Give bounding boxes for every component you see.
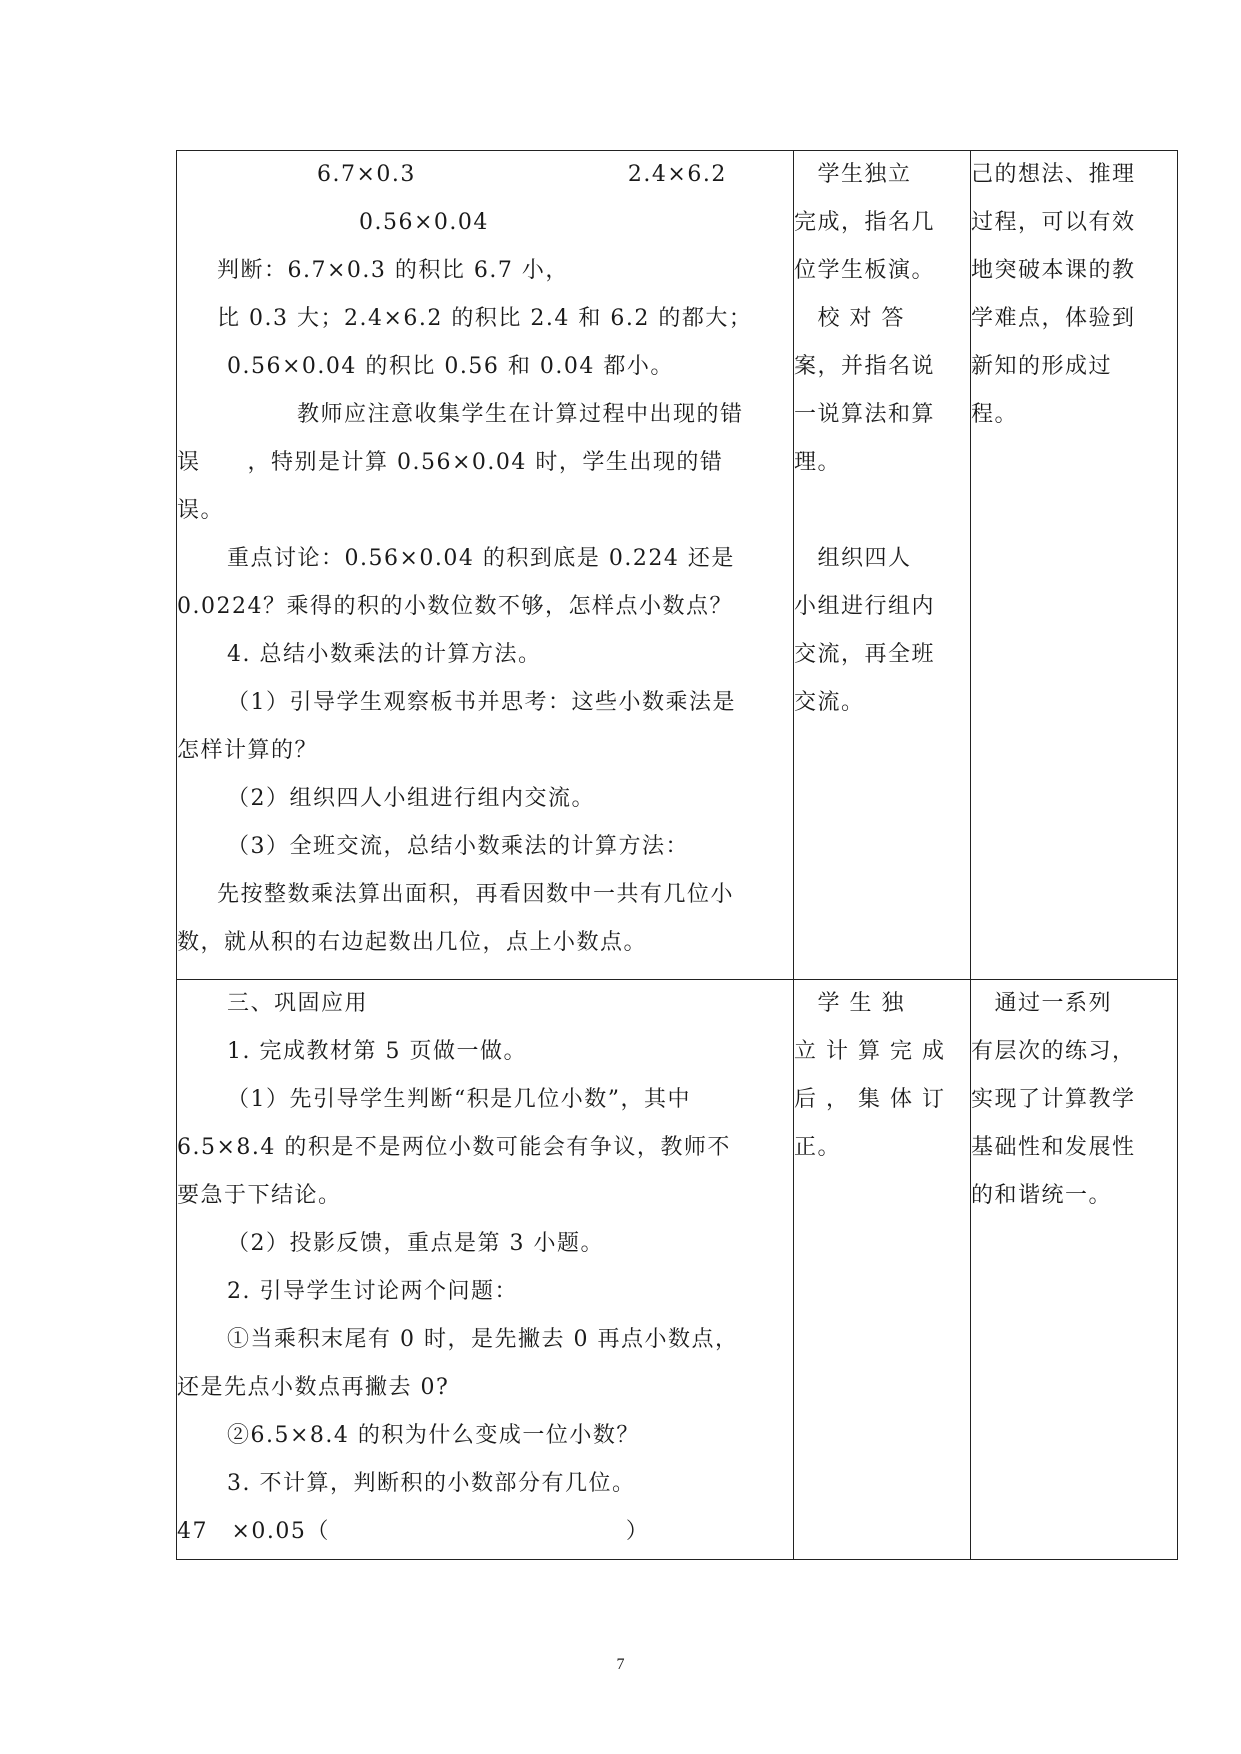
intent-line: 基础性和发展性 [971,1134,1136,1160]
intent-line: 地突破本课的教 [971,258,1136,283]
activity-line: 学生独立 [794,162,912,187]
activity-line: 一说算法和算 [794,402,936,427]
exercise-line [177,151,793,199]
teaching-process-cell [177,979,794,1559]
intent-line: 学难点，体验到 [971,306,1136,331]
focus-discussion: 重点讨论：0.56×0.04 的积到底是 0.224 还是 [227,546,735,571]
activity-line: 完成，指名几 [794,210,936,235]
exercise-line [177,1508,793,1556]
activity-line: 学 生 独 [794,990,905,1016]
exercise-a: 6.7×0.3 [317,162,416,187]
table-row [177,979,1178,1559]
task-line: （1）先引导学生判断“积是几位小数”，其中 [227,1086,691,1112]
task-line: 1. 完成教材第 5 页做一做。 [227,1038,527,1064]
question-line: 还是先点小数点再撇去 0? [177,1374,450,1400]
activity-line: 校 对 答 [794,306,905,331]
activity-line: 立 计 算 完 成 [794,1038,946,1064]
table-row [177,151,1178,980]
activity-line: 小组进行组内 [794,594,936,619]
method-text: 先按整数乘法算出面积，再看因数中一共有几位小 [217,882,735,907]
exercise-left: 47 ×0.05（ [177,1518,330,1544]
activity-line: 后 ， 集 体 订 [794,1086,946,1112]
activity-line: 位学生板演。 [794,258,936,283]
activity-line: 理。 [794,450,842,475]
teaching-process-cell [177,151,794,980]
intent-line: 有层次的练习， [971,1038,1136,1064]
summary-step: （1）引导学生观察板书并思考：这些小数乘法是 [227,690,736,715]
summary-step: 怎样计算的？ [177,738,319,763]
method-text: 数，就从积的右边起数出几位，点上小数点。 [177,930,648,955]
activity-line: 交流。 [794,690,865,715]
task-line: 6.5×8.4 的积是不是两位小数可能会有争议，教师不 [177,1134,731,1160]
intent-line: 实现了计算教学 [971,1086,1136,1112]
judge-line: 判断：6.7×0.3 的积比 6.7 小， [217,258,569,283]
task-line: 要急于下结论。 [177,1182,342,1208]
focus-discussion: 0.0224？乘得的积的小数位数不够，怎样点小数点？ [177,594,733,619]
summary-title: 4. 总结小数乘法的计算方法。 [227,642,542,667]
intent-line: 的和谐统一。 [971,1182,1113,1208]
task-line: 2. 引导学生讨论两个问题： [227,1278,518,1304]
page-number: 7 [616,1656,625,1673]
exercise-c: 0.56×0.04 [359,210,489,235]
intent-line: 过程，可以有效 [971,210,1136,235]
exercise-b: 2.4×6.2 [627,162,727,187]
teacher-note: 误 ，特别是计算 0.56×0.04 时，学生出现的错 [177,450,724,475]
question-line: ①当乘积末尾有 0 时，是先撇去 0 再点小数点， [227,1326,739,1352]
activity-line: 组织四人 [794,546,912,571]
design-intent-cell [971,979,1178,1559]
intent-line: 程。 [971,402,1019,427]
intent-line: 新知的形成过 [971,354,1113,379]
question-line: ②6.5×8.4 的积为什么变成一位小数？ [227,1422,640,1448]
task-line: （2）投影反馈，重点是第 3 小题。 [227,1230,604,1256]
judge-line: 0.56×0.04 的积比 0.56 和 0.04 都小。 [227,354,674,379]
intent-line: 己的想法、推理 [971,162,1136,187]
section-title: 三、巩固应用 [227,990,369,1016]
summary-step: （2）组织四人小组进行组内交流。 [227,786,595,811]
activity-line: 案，并指名说 [794,354,936,379]
activity-line: 正。 [794,1134,842,1160]
student-activity-cell [794,151,971,980]
judge-line: 比 0.3 大；2.4×6.2 的积比 2.4 和 6.2 的都大； [217,306,753,331]
intent-line: 通过一系列 [971,990,1113,1016]
exercise-right: ） [625,1518,650,1544]
design-intent-cell [971,151,1178,980]
lesson-plan-table [176,150,1178,1560]
activity-line: 交流，再全班 [794,642,936,667]
teacher-note: 误。 [177,498,225,523]
teacher-note: 教师应注意收集学生在计算过程中出现的错 [297,402,744,427]
summary-step: （3）全班交流，总结小数乘法的计算方法： [227,834,689,859]
task-line: 3. 不计算，判断积的小数部分有几位。 [227,1470,636,1496]
student-activity-cell [794,979,971,1559]
